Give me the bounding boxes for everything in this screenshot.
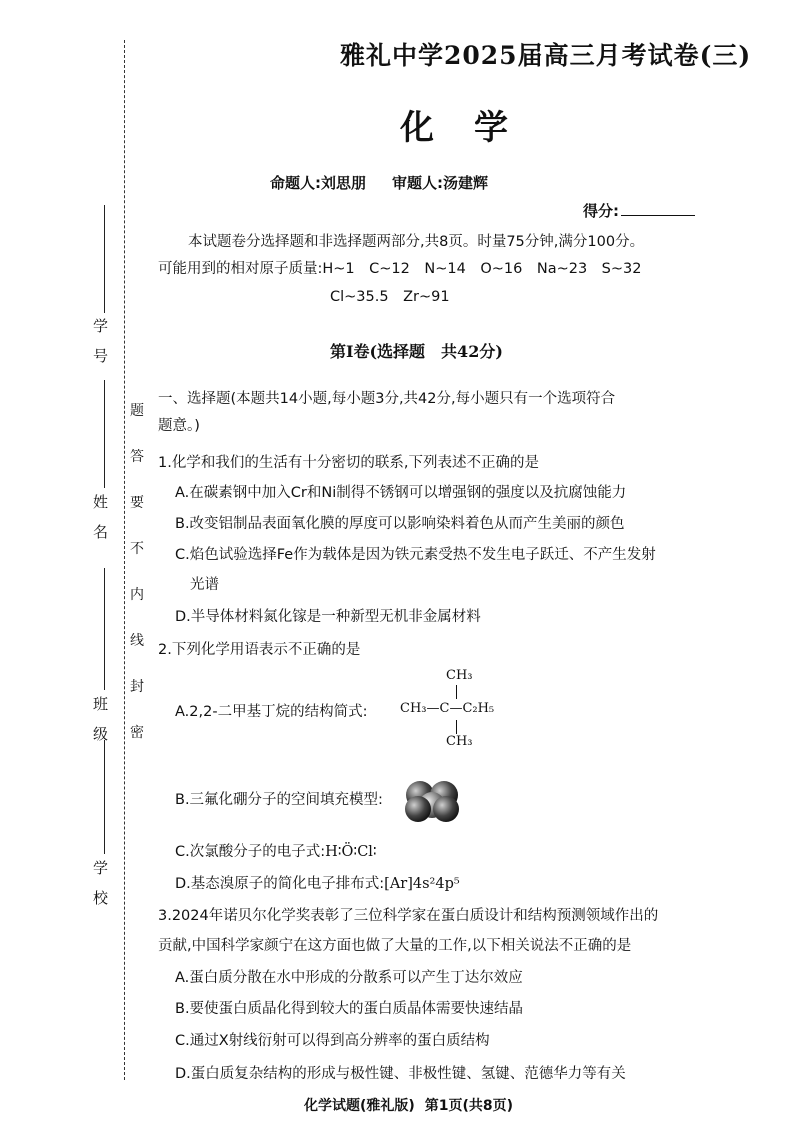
question-2-stem: 2.下列化学用语表示不正确的是 [158,642,361,658]
structural-formula [400,668,520,752]
section-instructions: 一、选择题(本题共14小题,每小题3分,共42分,每小题只有一个选项符合 [158,391,616,407]
question-1-option-d: D.半导体材料氮化镓是一种新型无机非金属材料 [175,609,481,625]
school-line [104,740,105,854]
structure-bottom-methyl: CH₃ [446,734,473,749]
name-line [104,380,105,488]
seal-char: 答 [130,449,144,465]
score-blank[interactable] [621,215,695,216]
structure-main-chain: CH₃—C—C₂H₅ [400,701,495,716]
name-label: 姓 名 [91,494,109,539]
atom-f [405,796,431,822]
question-2-option-d [175,872,460,893]
seal-char: 线 [130,633,144,649]
question-2-option-c [175,840,377,861]
seal-char: 题 [130,403,144,419]
section-instructions-cont: 题意。) [158,418,200,434]
question-3-option-b: B.要使蛋白质晶化得到较大的蛋白质晶体需要快速结晶 [175,1001,524,1017]
intro-line-3: Cl~35.5 Zr~91 [330,289,450,305]
question-3-option-c: C.通过X射线衍射可以得到高分辨率的蛋白质结构 [175,1033,490,1049]
atom-f [433,796,459,822]
exam-title: 雅礼中学2025届高三月考试卷(三) [340,41,752,70]
bond-down [456,720,457,734]
intro-line-1: 本试题卷分选择题和非选择题两部分,共8页。时量75分钟,满分100分。 [188,234,645,250]
bond-up [456,685,457,699]
seal-line-notice [128,388,146,756]
seal-char: 要 [130,495,144,511]
class-line [104,568,105,690]
authors-line [270,172,488,193]
seal-char: 内 [130,587,144,603]
seal-char: 封 [130,679,144,695]
question-1-option-b: B.改变铝制品表面氧化膜的厚度可以影响染料着色从而产生美丽的颜色 [175,516,625,532]
electron-configuration: [Ar]4s²4p⁵ [384,876,460,892]
page-footer [304,1095,513,1115]
school-label: 学 校 [91,860,109,905]
question-2-option-d-label: D.基态溴原子的简化电子排布式: [175,876,385,892]
score-label: 得分: [583,202,619,220]
question-2-option-a: A.2,2-二甲基丁烷的结构简式: [175,704,368,720]
question-3-stem-cont: 贡献,中国科学家颜宁在这方面也做了大量的工作,以下相关说法不正确的是 [158,938,632,954]
electron-formula: H∶Ö∶Cl∶ [325,844,377,860]
intro-line-2: 可能用到的相对原子质量:H~1 C~12 N~14 O~16 Na~23 S~32 [158,261,642,277]
question-2-option-b: B.三氟化硼分子的空间填充模型: [175,792,383,808]
student-id-line [104,205,105,313]
question-2-option-c-label: C.次氯酸分子的电子式: [175,844,326,860]
class-label: 班 级 [91,696,109,741]
seal-char: 密 [130,725,144,741]
footer-title: 化学试题(雅礼版) [304,1098,415,1114]
reviewer-label: 审题人:汤建辉 [392,174,488,192]
question-1-option-a: A.在碳素钢中加入Cr和Ni制得不锈钢可以增强钢的强度以及抗腐蚀能力 [175,485,627,501]
author-label: 命题人:刘思朋 [270,174,366,192]
seal-char: 不 [130,541,144,557]
question-3-option-d: D.蛋白质复杂结构的形成与极性键、非极性键、氢键、范德华力等有关 [175,1066,626,1082]
question-1-option-c: C.焰色试验选择Fe作为载体是因为铁元素受热不发生电子跃迁、不产生发射 [175,547,656,563]
bf3-space-filling-model [398,779,464,823]
page-number: 第1页(共8页) [424,1098,514,1114]
score-field [583,200,695,221]
binding-dashed-line [124,40,125,1080]
question-1-option-c-cont: 光谱 [190,577,219,593]
question-1-stem: 1.化学和我们的生活有十分密切的联系,下列表述不正确的是 [158,455,539,471]
subject-title: 化学 [400,108,548,148]
structure-top-methyl: CH₃ [446,668,473,683]
student-id-label: 学 号 [91,318,109,363]
section-title: 第Ⅰ卷(选择题 共42分) [330,342,503,361]
question-3-option-a: A.蛋白质分散在水中形成的分散系可以产生丁达尔效应 [175,970,523,986]
question-3-stem: 3.2024年诺贝尔化学奖表彰了三位科学家在蛋白质设计和结构预测领域作出的 [158,908,659,924]
